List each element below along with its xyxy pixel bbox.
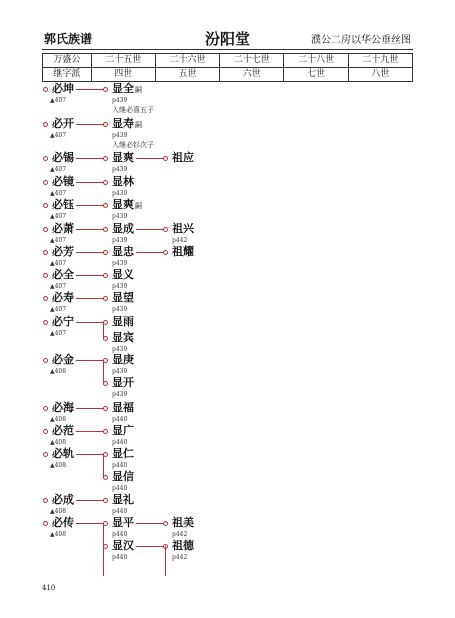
page-reference: ▲408 (50, 462, 67, 469)
person-name (52, 401, 74, 414)
person-name-text: 显平 (112, 516, 134, 529)
person-name-text: 显宾 (112, 331, 134, 344)
branch-line (76, 89, 103, 90)
branch-line (136, 252, 163, 253)
page-reference: p440 (112, 485, 128, 492)
person-name-text: 必宁 (52, 315, 74, 328)
person-name-text: 显礼 (112, 493, 134, 506)
branch-line (76, 500, 103, 501)
person-name-text: 必镜 (52, 175, 74, 188)
person-name-text: 显福 (112, 401, 134, 414)
hall-name: 汾阳堂 (205, 30, 251, 48)
connector-dot (43, 156, 48, 161)
person-name-text: 必坤 (52, 82, 74, 95)
page-reference: p439 (112, 306, 128, 313)
person-name (112, 331, 134, 344)
person-name (172, 151, 194, 164)
page-reference: p440 (112, 462, 128, 469)
person-name (112, 376, 134, 389)
generation-cell: 二十五世 (91, 54, 155, 68)
person-name (112, 222, 134, 235)
page-reference: ▲407 (50, 166, 67, 173)
connector-dot (43, 320, 48, 325)
page-reference: p439 (112, 213, 128, 220)
person-name (172, 539, 194, 552)
person-name (112, 353, 134, 366)
connector-dot (103, 429, 108, 434)
page-reference: p439 (112, 237, 128, 244)
person-name-text: 显广 (112, 424, 134, 437)
trunk-line (103, 523, 104, 576)
person-name (52, 353, 74, 366)
page-reference: ▲407 (50, 132, 67, 139)
generation-cell: 五世 (155, 68, 219, 82)
branch-line (76, 124, 103, 125)
person-name-text: 祖兴 (172, 222, 194, 235)
connector-dot (43, 498, 48, 503)
person-name (52, 315, 74, 328)
adoption-mark: 嗣 (135, 86, 142, 94)
page-reference: ▲407 (50, 306, 67, 313)
person-name (52, 151, 74, 164)
person-name (52, 82, 74, 95)
generation-cell: 二十八世 (284, 54, 348, 68)
branch-line (76, 360, 103, 361)
person-name-text: 显仁 (112, 447, 134, 460)
person-name (112, 268, 134, 281)
generation-cell: 二十六世 (155, 54, 219, 68)
person-name-text: 必成 (52, 493, 74, 506)
trunk-line (103, 322, 104, 338)
connector-dot (103, 156, 108, 161)
branch-line (76, 158, 103, 159)
adoption-note: 入继必喜五子 (112, 106, 154, 114)
adoption-mark: 嗣 (135, 202, 142, 210)
person-name-text: 显信 (112, 470, 134, 483)
connector-dot (43, 203, 48, 208)
person-name-text: 必开 (52, 117, 74, 130)
person-name-text: 显成 (112, 222, 134, 235)
adoption-mark: 嗣 (135, 121, 142, 129)
page-reference: p439 (112, 97, 128, 104)
person-name (52, 516, 74, 529)
connector-dot (43, 521, 48, 526)
page-reference: ▲407 (50, 283, 67, 290)
person-name-text: 必寿 (52, 291, 74, 304)
branch-line (136, 229, 163, 230)
trunk-line (103, 360, 104, 383)
page-reference: ▲408 (50, 508, 67, 515)
person-name-text: 显林 (112, 175, 134, 188)
connector-dot (43, 250, 48, 255)
person-name (112, 424, 134, 437)
person-name-text: 显全 (112, 82, 134, 95)
person-name-text: 必萧 (52, 222, 74, 235)
person-name (112, 401, 134, 414)
person-name (52, 198, 74, 211)
page-number: 410 (42, 584, 56, 592)
generation-cell: 七世 (284, 68, 348, 82)
page-reference: p440 (112, 508, 128, 515)
page-reference: ▲408 (50, 531, 67, 538)
person-name-text: 祖德 (172, 539, 194, 552)
person-name-text: 必范 (52, 424, 74, 437)
generation-cell: 继字派 (43, 68, 92, 82)
branch-line (76, 229, 103, 230)
page-reference: p439 (112, 260, 128, 267)
connector-dot (103, 250, 108, 255)
person-name (112, 291, 134, 304)
person-name (52, 245, 74, 258)
person-name-text: 必钰 (52, 198, 74, 211)
person-name (52, 493, 74, 506)
chart-title: 濮公二房以华公垂丝图 (311, 35, 411, 46)
page-reference: ▲408 (50, 416, 67, 423)
person-name (112, 245, 134, 258)
branch-line (76, 408, 103, 409)
branch-line (76, 523, 103, 524)
branch-line (136, 546, 163, 547)
person-name (172, 245, 194, 258)
person-name (112, 151, 134, 164)
branch-line (76, 275, 103, 276)
connector-dot (103, 180, 108, 185)
person-name-text: 显寿 (112, 117, 134, 130)
connector-dot (103, 498, 108, 503)
page-reference: p442 (172, 237, 188, 244)
generation-cell: 四世 (91, 68, 155, 82)
branch-line (76, 298, 103, 299)
connector-dot (43, 227, 48, 232)
book-title: 郭氏族谱 (44, 32, 93, 46)
generation-cell: 六世 (220, 68, 284, 82)
person-name-text: 显汉 (112, 539, 134, 552)
page-reference: ▲407 (50, 213, 67, 220)
branch-line (76, 205, 103, 206)
person-name-text: 显爽 (112, 198, 134, 211)
connector-dot (43, 358, 48, 363)
branch-line (76, 454, 103, 455)
page-reference: p440 (112, 554, 128, 561)
person-name-text: 必芳 (52, 245, 74, 258)
person-name-text: 必海 (52, 401, 74, 414)
connector-dot (103, 227, 108, 232)
trunk-line (165, 546, 166, 576)
page-reference: p439 (112, 132, 128, 139)
person-name (52, 117, 74, 130)
connector-dot (103, 203, 108, 208)
person-name-text: 显开 (112, 376, 134, 389)
branch-line (76, 431, 103, 432)
generation-cell: 二十七世 (220, 54, 284, 68)
person-name (112, 117, 142, 132)
connector-dot (163, 156, 168, 161)
person-name-text: 祖耀 (172, 245, 194, 258)
connector-dot (103, 87, 108, 92)
page-reference: ▲407 (50, 330, 67, 337)
page-reference: ▲408 (50, 439, 67, 446)
connector-dot (43, 87, 48, 92)
person-name (112, 447, 134, 460)
page-reference: ▲407 (50, 260, 67, 267)
person-name-text: 显望 (112, 291, 134, 304)
page-reference: p439 (112, 391, 128, 398)
connector-dot (43, 122, 48, 127)
connector-dot (43, 429, 48, 434)
page-reference: ▲408 (50, 368, 67, 375)
person-name (112, 470, 134, 483)
connector-dot (43, 180, 48, 185)
person-name (112, 516, 134, 529)
connector-dot (163, 250, 168, 255)
person-name (112, 493, 134, 506)
generation-cell: 万盛公 (43, 54, 92, 68)
person-name-text: 显义 (112, 268, 134, 281)
connector-dot (163, 227, 168, 232)
page-reference: ▲407 (50, 97, 67, 104)
trunk-line (103, 454, 104, 477)
connector-dot (43, 296, 48, 301)
person-name (112, 82, 142, 97)
page-reference: ▲407 (50, 190, 67, 197)
person-name (112, 539, 134, 552)
adoption-note: 入继必钐次子 (112, 141, 154, 149)
connector-dot (103, 273, 108, 278)
person-name (172, 516, 194, 529)
branch-line (76, 182, 103, 183)
person-name (112, 175, 134, 188)
branch-line (136, 523, 163, 524)
page-reference: ▲407 (50, 237, 67, 244)
person-name-text: 必全 (52, 268, 74, 281)
connector-dot (163, 521, 168, 526)
page-reference: p439 (112, 166, 128, 173)
person-name (52, 222, 74, 235)
person-name (52, 175, 74, 188)
person-name (52, 291, 74, 304)
connector-dot (43, 452, 48, 457)
person-name (112, 198, 142, 213)
person-name-text: 必传 (52, 516, 74, 529)
connector-dot (43, 273, 48, 278)
person-name-text: 必金 (52, 353, 74, 366)
person-name-text: 必锡 (52, 151, 74, 164)
person-name-text: 显庚 (112, 353, 134, 366)
page-reference: p439 (112, 346, 128, 353)
person-name-text: 显忠 (112, 245, 134, 258)
page-reference: p440 (112, 439, 128, 446)
branch-line (136, 158, 163, 159)
person-name-text: 祖应 (172, 151, 194, 164)
page-reference: p442 (172, 554, 188, 561)
connector-dot (103, 406, 108, 411)
person-name (112, 315, 134, 328)
page-reference: p439 (112, 190, 128, 197)
generation-cell: 二十九世 (348, 54, 412, 68)
page-reference: p439 (112, 368, 128, 375)
generation-cell: 八世 (348, 68, 412, 82)
person-name (172, 222, 194, 235)
branch-line (76, 322, 103, 323)
person-name-text: 祖美 (172, 516, 194, 529)
person-name (52, 447, 74, 460)
page-reference: p442 (172, 531, 188, 538)
page-reference: p440 (112, 416, 128, 423)
person-name-text: 显爽 (112, 151, 134, 164)
person-name (52, 268, 74, 281)
connector-dot (103, 296, 108, 301)
branch-line (76, 252, 103, 253)
person-name-text: 显雨 (112, 315, 134, 328)
connector-dot (103, 122, 108, 127)
person-name-text: 必轨 (52, 447, 74, 460)
person-name (52, 424, 74, 437)
page-reference: p440 (112, 531, 128, 538)
page-reference: p439 (112, 283, 128, 290)
connector-dot (43, 406, 48, 411)
